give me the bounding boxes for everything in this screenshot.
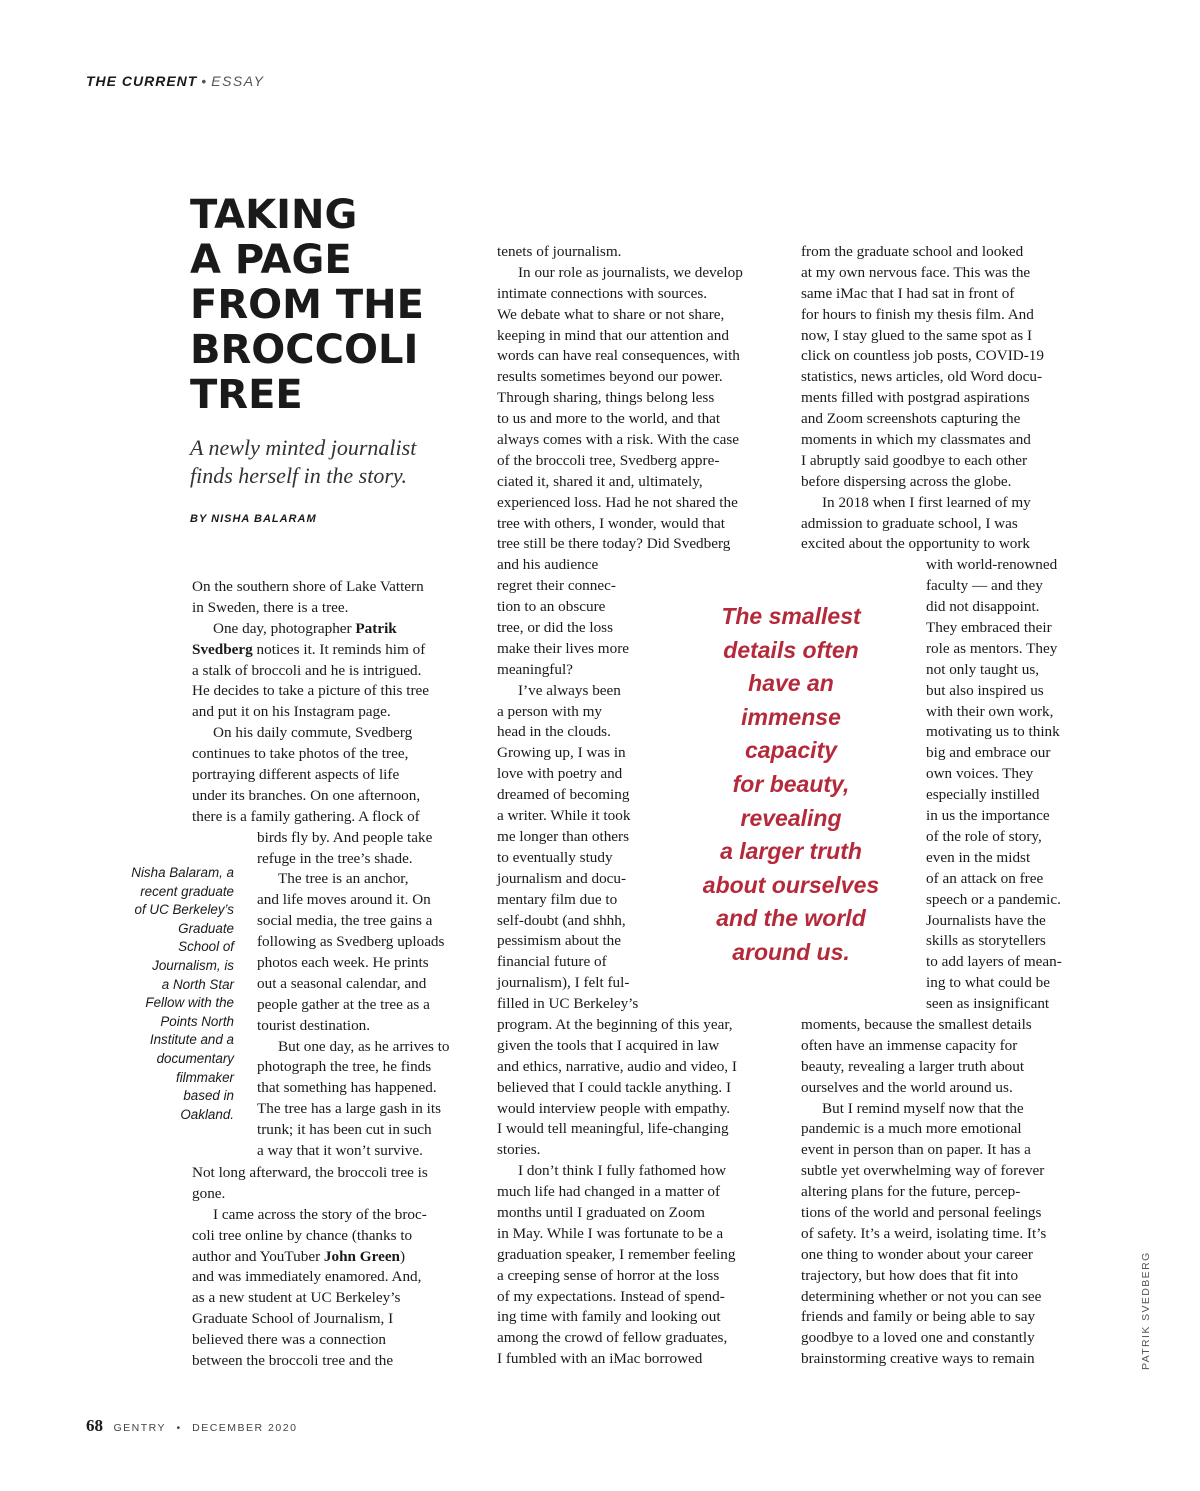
body-line: I abruptly said goodbye to each other [801,451,1028,469]
article-subtitle [190,434,460,490]
caption-line: Graduate [178,920,234,936]
body-line: and put it on his Instagram page. [192,703,391,721]
body-line: tenets of journalism. [497,243,622,260]
section-name: THE CURRENT [86,73,198,89]
body-line: and life moves around it. On [257,891,431,909]
body-line: and ethics, narrative, audio and video, I [497,1057,737,1075]
body-line: from the graduate school and looked [801,243,1024,260]
subtitle-line: finds herself in the story. [190,463,407,488]
body-line: One day, photographer Patrik [213,619,397,637]
author-caption [100,864,234,1124]
pull-quote-line: capacity [744,737,838,764]
body-line: But one day, as he arrives to [278,1037,450,1055]
body-line: experienced loss. Had he not shared the [497,493,738,511]
body-line: that something has happened. [257,1079,437,1097]
body-line: speech or a pandemic. [926,890,1061,908]
body-line: a creeping sense of horror at the loss [497,1266,720,1284]
body-line: regret their connec- [497,577,616,595]
body-line: much life had changed in a matter of [497,1183,721,1201]
body-line: I fumbled with an iMac borrowed [497,1350,703,1368]
body-line: I’ve always been [518,681,621,699]
body-line: tree still be there today? Did Svedberg [497,535,731,553]
body-line: under its branches. On one afternoon, [192,786,421,804]
body-line: now, I stay glued to the same spot as I [801,326,1033,344]
body-line: filled in UC Berkeley’s [497,995,639,1013]
body-line: words can have real consequences, with [497,347,740,365]
name-svedberg: Svedberg [192,640,253,658]
body-line: would interview people with empathy. [497,1099,731,1117]
body-line: in May. While I was fortunate to be a [497,1224,724,1242]
body-line: a stalk of broccoli and he is intrigued. [192,661,422,679]
body-column-1-continued [192,1163,428,1372]
body-line: photos each week. He prints [257,954,429,972]
body-line: On the southern shore of Lake Vattern [192,578,424,595]
body-line: even in the midst [926,848,1031,866]
title-line: BROCCOLI [190,327,419,373]
body-line: head in the clouds. [497,723,611,741]
body-line: to eventually study [497,848,613,866]
body-line: with world-renowned [926,556,1058,574]
body-line: ourselves and the world around us. [801,1078,1013,1096]
body-line: I don’t think I fully fathomed how [518,1162,727,1180]
body-line: program. At the beginning of this year, [497,1015,733,1033]
body-line: tourist destination. [257,1016,371,1034]
body-line: determining whether or not you can see [801,1287,1042,1305]
body-line: journalism), I felt ful- [497,974,630,992]
body-line: given the tools that I acquired in law [497,1036,720,1054]
section-category: ESSAY [211,73,265,89]
body-line: out a seasonal calendar, and [257,974,427,992]
body-line: trunk; it has been cut in such [257,1121,432,1139]
pull-quote-line: and the world [716,905,866,932]
body-line: often have an immense capacity for [801,1036,1018,1054]
body-line: not only taught us, [926,660,1040,678]
body-line: of my expectations. Instead of spend- [497,1287,725,1305]
caption-line: a North Star [161,976,234,992]
photo-credit: PATRIK SVEDBERG [1140,1251,1152,1370]
pull-quote-line: The smallest [721,603,861,629]
pull-quote-line: about ourselves [702,871,880,898]
body-line: same iMac that I had sat in front of [801,284,1015,302]
body-line: goodbye to a loved one and constantly [801,1329,1035,1347]
body-line: skills as storytellers [926,932,1046,950]
body-line: and his audience [497,556,599,574]
body-line: portraying different aspects of life [192,766,400,784]
body-line: click on countless job posts, COVID-19 [801,347,1044,365]
body-line: faculty — and they [926,577,1043,595]
body-line: moments, because the smallest details [801,1015,1032,1033]
body-line: a person with my [497,702,603,720]
subtitle-line: A newly minted journalist [190,435,417,460]
header-separator: • [201,73,208,89]
pull-quote-line: a larger truth [720,838,862,865]
body-line: gone. [192,1184,226,1202]
body-line: a writer. While it took [497,807,631,825]
body-line: In 2018 when I first learned of my [822,493,1031,511]
caption-line: documentary [156,1050,234,1066]
body-line: of safety. It’s a weird, isolating time. It’s [801,1224,1047,1242]
caption-line: Institute and a [149,1032,234,1048]
body-line: following as Svedberg uploads [257,933,445,951]
body-line: did not disappoint. [926,598,1040,616]
body-line: photograph the tree, he finds [257,1058,432,1076]
body-line: brainstorming creative ways to remain [801,1350,1035,1368]
body-line: there is a family gathering. A flock of [192,807,420,825]
body-line: always comes with a risk. With the case [497,431,740,449]
body-line: ments filled with postgrad aspirations [801,389,1030,407]
pull-quote-line: revealing [740,804,842,831]
body-line: subtle yet overwhelming way of forever [801,1162,1045,1180]
caption-line: filmmaker [175,1069,234,1085]
body-line: role as mentors. They [926,639,1058,657]
pull-quote-line: have an [748,670,834,697]
title-line: TREE [190,372,303,418]
body-line: statistics, news articles, old Word docu- [801,368,1043,386]
caption-line: Oakland. [180,1106,234,1122]
body-line: one thing to wonder about your career [801,1245,1033,1263]
body-line: motivating us to think [926,723,1060,741]
body-line: intimate connections with sources. [497,284,708,302]
body-line: Graduate School of Journalism, I [192,1310,394,1328]
body-line: and Zoom screenshots capturing the [801,410,1021,428]
body-line: to us and more to the world, and that [497,410,721,428]
body-line: The tree is an anchor, [278,870,409,888]
body-line: but also inspired us [926,681,1044,699]
body-line: continues to take photos of the tree, [192,745,409,763]
body-line: pandemic is a much more emotional [801,1120,1022,1138]
body-line: of the role of story, [926,827,1042,845]
body-line: journalism and docu- [497,869,627,887]
title-line: TAKING [190,192,358,238]
caption-line: based in [183,1088,234,1104]
page-number: 68 [86,1416,103,1435]
body-line: mentary film due to [497,890,618,908]
pull-quote-line: details often [723,636,859,663]
page-footer [86,1416,297,1436]
body-line: social media, the tree gains a [257,912,433,930]
body-line: tree with others, I wonder, would that [497,514,725,532]
title-line: A PAGE [190,237,352,283]
body-line: admission to graduate school, I was [801,514,1018,532]
pull-quote [680,600,902,970]
caption-line: recent graduate [140,883,234,899]
body-line: of an attack on free [926,869,1044,887]
body-line: tions of the world and personal feelings [801,1203,1042,1221]
body-line: Journalists have the [926,911,1046,929]
caption-line: of UC Berkeley’s [134,902,234,918]
caption-line: Journalism, is [152,957,234,973]
body-line: own voices. They [926,765,1034,783]
body-line: keeping in mind that our attention and [497,326,729,344]
body-line: refuge in the tree’s shade. [257,849,413,867]
body-line: meaningful? [497,660,573,678]
body-line: ciated it, shared it and, ultimately, [497,472,703,490]
body-line: pessimism about the [497,932,622,950]
body-line: months until I graduated on Zoom [497,1203,705,1221]
body-line: seen as insignificant [926,995,1050,1013]
body-line: of the broccoli tree, Svedberg appre- [497,451,720,469]
body-line: Through sharing, things belong less [497,389,715,407]
body-line: author and YouTuber John Green) [192,1247,406,1265]
body-line: In our role as journalists, we develop [518,263,743,281]
body-line: people gather at the tree as a [257,995,430,1013]
body-line: Svedberg notices it. It reminds him of [192,640,426,658]
body-line: for hours to finish my thesis film. And [801,305,1034,323]
publication-name: GENTRY [113,1422,167,1434]
body-line: with their own work, [926,702,1054,720]
body-line: ing to what could be [926,974,1051,992]
issue-date: DECEMBER 2020 [192,1422,298,1434]
footer-separator: • [176,1422,182,1434]
name-john-green: John Green [323,1247,401,1265]
body-line: Not long afterward, the broccoli tree is [192,1164,428,1181]
body-line: But I remind myself now that the [822,1099,1024,1117]
body-line: between the broccoli tree and the [192,1352,394,1370]
body-line: They embraced their [926,619,1052,637]
body-line: especially instilled [926,786,1040,804]
body-line: believed that I could tackle anything. I [497,1078,732,1096]
body-line: We debate what to share or not share, [497,305,725,323]
body-line: believed there was a connection [192,1331,386,1349]
body-line: as a new student at UC Berkeley’s [192,1289,401,1307]
body-line: and was immediately enamored. And, [192,1268,422,1286]
body-line: to add layers of mean- [926,953,1062,971]
caption-line: Nisha Balaram, a [131,865,234,880]
body-line: birds fly by. And people take [257,828,433,846]
body-line: The tree has a large gash in its [257,1100,442,1118]
body-line: friends and family or being able to say [801,1308,1036,1326]
body-line: Growing up, I was in [497,744,626,762]
body-line: stories. [497,1141,541,1159]
body-line: results sometimes beyond our power. [497,368,723,386]
body-line: On his daily commute, Svedberg [213,724,413,742]
body-line: among the crowd of fellow graduates, [497,1329,728,1347]
pull-quote-line: around us. [732,938,850,965]
pull-quote-line: for beauty, [732,770,850,797]
body-line: love with poetry and [497,765,623,783]
body-line: dreamed of becoming [497,786,630,804]
caption-line: Fellow with the [145,995,234,1011]
body-line: altering plans for the future, percep- [801,1183,1021,1201]
byline: BY NISHA BALARAM [190,513,317,525]
body-line: tion to an obscure [497,598,606,616]
body-line: He decides to take a picture of this tree [192,682,429,700]
body-line: graduation speaker, I remember feeling [497,1245,736,1263]
body-line: before dispersing across the globe. [801,472,1012,490]
body-line: financial future of [497,953,607,971]
title-line: FROM THE [190,282,424,328]
caption-line: School of [178,939,234,955]
pull-quote-line: immense [741,703,841,730]
body-line: in Sweden, there is a tree. [192,598,349,616]
body-line: trajectory, but how does that fit into [801,1266,1019,1284]
body-line: I would tell meaningful, life-changing [497,1120,729,1138]
body-line: coli tree online by chance (thanks to [192,1226,413,1244]
body-line: a way that it won’t survive. [257,1142,423,1160]
body-line: excited about the opportunity to work [801,535,1031,553]
body-line: I came across the story of the broc- [213,1205,427,1223]
body-line: at my own nervous face. This was the [801,263,1031,281]
article-title [190,193,470,418]
body-line: in us the importance [926,807,1050,825]
body-line: ing time with family and looking out [497,1308,721,1326]
body-line: event in person than on paper. It has a [801,1141,1031,1159]
body-line: me longer than others [497,827,630,845]
body-line: big and embrace our [926,744,1051,762]
body-line: beauty, revealing a larger truth about [801,1057,1025,1075]
body-line: moments in which my classmates and [801,431,1031,449]
section-header [86,73,264,89]
body-line: tree, or did the loss [497,619,613,637]
body-line: make their lives more [497,639,630,657]
body-line: self-doubt (and shhh, [497,911,626,929]
caption-line: Points North [160,1013,234,1029]
name-patrik: Patrik [355,619,397,637]
